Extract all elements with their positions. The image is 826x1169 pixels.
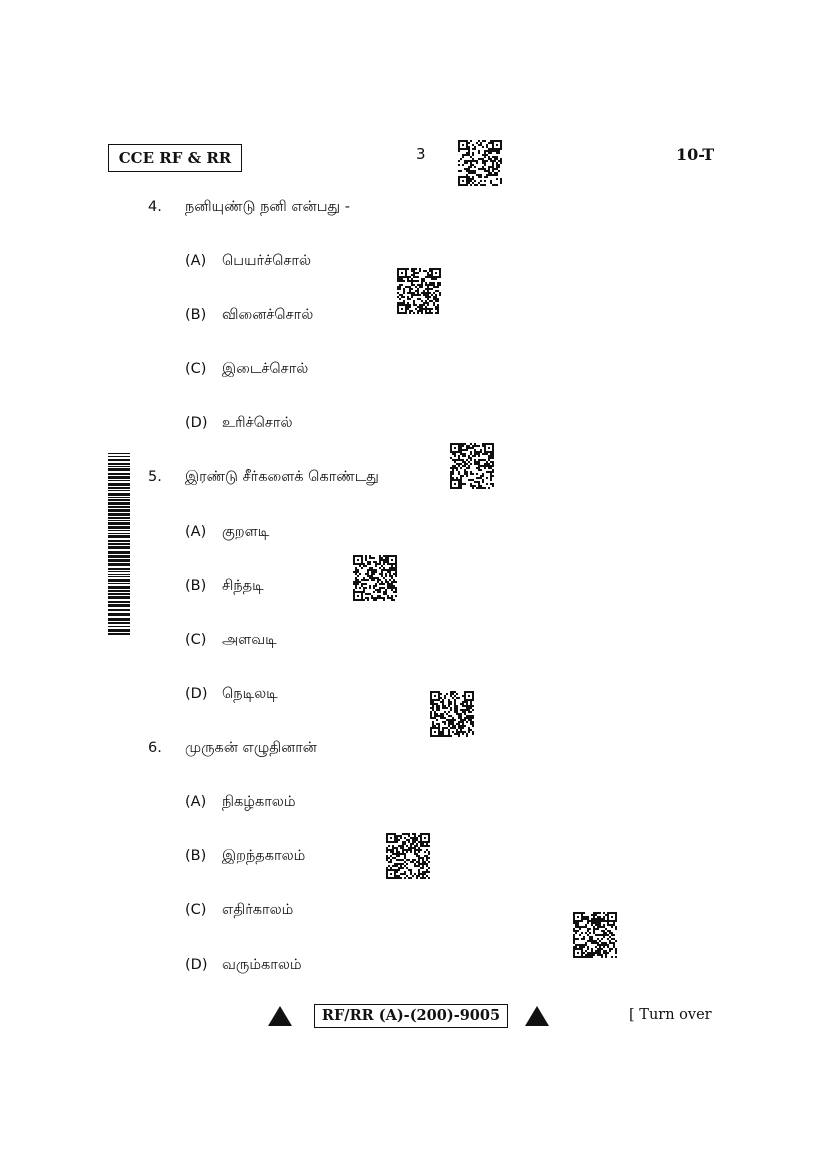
option-text: நெடிலடி: [222, 686, 278, 702]
triangle-marker-icon: [268, 1006, 292, 1026]
option-text: எதிர்காலம்: [222, 902, 294, 918]
option-label: (D): [185, 686, 208, 702]
qr-code-icon: [573, 912, 617, 958]
paper-code: 10-T: [676, 145, 715, 164]
option-label: (C): [185, 632, 207, 648]
question-text: முருகன் எழுதினான்: [185, 740, 317, 756]
qr-code-icon: [353, 555, 397, 601]
option-label: (C): [185, 902, 207, 918]
option-text: சிந்தடி: [222, 578, 264, 594]
option-label: (B): [185, 307, 207, 323]
qr-code-icon: [450, 443, 494, 489]
qr-code-icon: [386, 833, 430, 879]
option-text: உரிச்சொல்: [222, 415, 293, 431]
option-text: அளவடி: [222, 632, 277, 648]
option-text: இறந்தகாலம்: [222, 848, 306, 864]
option-label: (C): [185, 361, 207, 377]
question-number: 5.: [148, 469, 162, 485]
qr-code-icon: [397, 268, 441, 314]
subject-code-box: CCE RF & RR: [108, 144, 242, 172]
option-text: வினைச்சொல்: [222, 307, 314, 323]
qr-code-icon: [458, 140, 502, 186]
option-text: பெயர்ச்சொல்: [222, 253, 312, 269]
turn-over-text: [ Turn over: [629, 1007, 712, 1023]
option-text: குறளடி: [222, 524, 270, 540]
footer-code-box: RF/RR (A)-(200)-9005: [314, 1004, 508, 1028]
option-label: (B): [185, 578, 207, 594]
triangle-marker-icon: [525, 1006, 549, 1026]
page-number: 3: [416, 145, 426, 163]
option-label: (A): [185, 524, 207, 540]
option-text: இடைச்சொல்: [222, 361, 309, 377]
option-label: (A): [185, 253, 207, 269]
option-label: (A): [185, 794, 207, 810]
question-number: 6.: [148, 740, 162, 756]
option-label: (B): [185, 848, 207, 864]
option-text: வரும்காலம்: [222, 957, 302, 973]
question-text: நனியுண்டு நனி என்பது -: [185, 199, 350, 215]
barcode-icon: [108, 453, 130, 635]
option-label: (D): [185, 957, 208, 973]
qr-code-icon: [430, 691, 474, 737]
option-text: நிகழ்காலம்: [222, 794, 296, 810]
question-number: 4.: [148, 199, 162, 215]
option-label: (D): [185, 415, 208, 431]
question-text: இரண்டு சீர்களைக் கொண்டது: [185, 469, 379, 485]
